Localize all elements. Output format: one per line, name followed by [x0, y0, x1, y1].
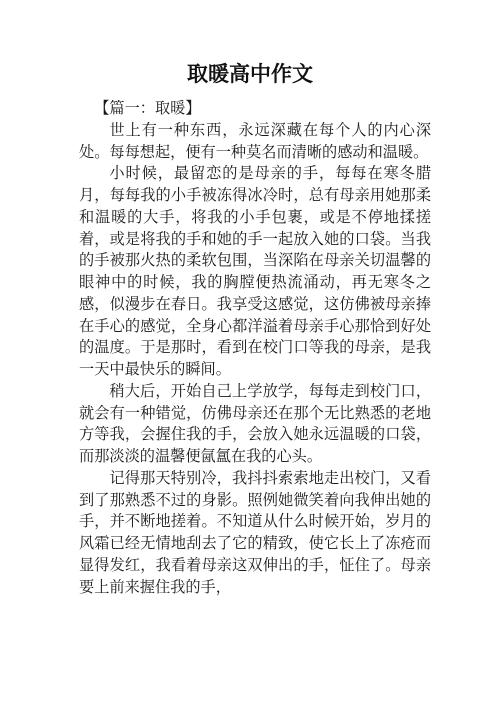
document-title: 取暖高中作文	[187, 62, 313, 86]
document-body	[79, 98, 431, 598]
section-title: 【篇一：取暖】	[94, 99, 201, 117]
paragraph: 记得那天特别冷，我抖抖索索地走出校门，又看到了那熟悉不过的身影。照例她微笑着向我伸出她的手，并不断地搓着。不知道从什么时候开始，岁月的风霜已经无情地刮去了它的精致，使它长上了冻疮而显得发红，我看着母亲这双伸出的手，怔住了。母亲要上前来握住我的手，	[79, 468, 431, 596]
paragraph: 小时候，最留恋的是母亲的手，每每在寒冬腊月，每每我的小手被冻得冰冷时，总有母亲用她那柔和温暖的大手，将我的小手包裹，或是不停地揉搓着，或是将我的手和她的手一起放入她的口袋。当我的手被那火热的柔软包围，当深陷在母亲关切温馨的眼神中的时候，我的胸膛便热流涌动，再无寒冬之感，似漫步在春日。我享受这感觉，这仿佛被母亲捧在手心的感觉，全身心都洋溢着母亲手心那恰到好处的温度。于是那时，看到在校门口等我的母亲，是我一天中最快乐的瞬间。	[79, 164, 431, 378]
paragraph: 稍大后，开始自己上学放学，每每走到校门口，就会有一种错觉，仿佛母亲还在那个无比熟悉的老地方等我，会握住我的手，会放入她永远温暖的口袋，而那淡淡的温馨便氤氲在我的心头。	[79, 381, 431, 465]
paragraph: 世上有一种东西，永远深藏在每个人的内心深处。每每想起，便有一种莫名而清晰的感动和温暖。	[79, 120, 431, 161]
